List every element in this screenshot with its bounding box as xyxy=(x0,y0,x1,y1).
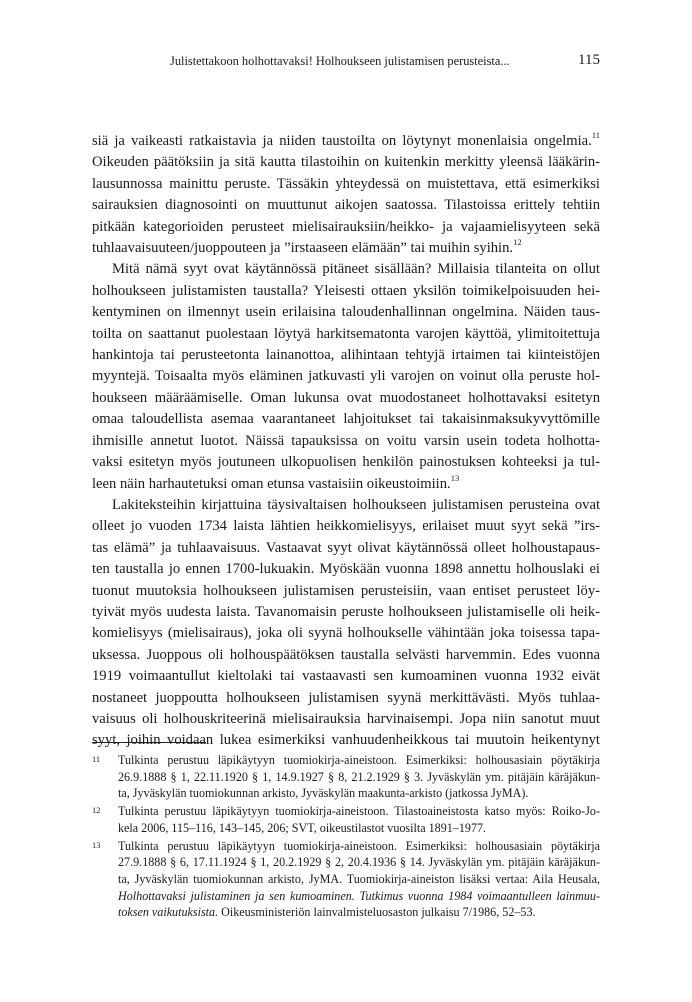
text-line: Mitä nämä syyt ovat käytännössä pitäneet sisällään? Millaisia tilanteita on ollut xyxy=(112,261,600,278)
footnote-line: Holhottavaksi julistaminen ja sen kumoaminen. Tutkimus vuonna 1984 voimaantulleen lainmuu- xyxy=(118,888,600,903)
text-line: houkseen määräämiselle. Oman lukunsa ovat muodostaneet holhottavaksi esitetyn xyxy=(92,389,600,406)
text-line: 1919 voimaantullut kieltolaki tai vastaavasti sen kumoaminen vuonna 1932 eivät xyxy=(92,668,600,685)
text-line: nostaneet juoppoutta holhoukseen julistamisen syynä merkittävästi. Myös tuhlaa- xyxy=(92,689,600,706)
footnote-number: 11 xyxy=(92,754,101,764)
text-line: komielisyys (mielisairaus), joka oli syynä holhoukselle vähintään joka toisessa tapa- xyxy=(92,625,600,642)
footnote-line xyxy=(118,904,600,921)
footnote-divider xyxy=(92,742,206,743)
text-line: omaa taloudellista asemaa vaarantaneet lahjoitukset tai takaisinmaksukyvyttömille xyxy=(92,411,600,428)
running-title: Julistettakoon holhottavaksi! Holhoukseen julistamisen perusteista... xyxy=(170,54,510,68)
cited-title: toksen vaikutuksista. xyxy=(118,905,219,920)
page-number: 115 xyxy=(578,52,600,68)
citation-tail: Oikeusministeriön lainvalmisteluosaston julkaisu 7/1986, 52–53. xyxy=(218,905,536,920)
footnote-line: 26.9.1888 § 1, 22.11.1920 § 1, 14.9.1927 § 8, 21.2.1929 § 3. Jyväskylän ym. pitäjäin käräjäkun- xyxy=(118,769,600,784)
footnote-line: Tulkinta perustuu läpikäytyyn tuomiokirja-aineistoon. Esimerkiksi: holhousasiain pöytäkirja xyxy=(118,838,600,853)
text-line: toilta on saattanut puolestaan löytyä harkitsematonta varojen käyttöä, ylimitoitettuja xyxy=(92,325,600,342)
text-line: holhoukseen julistamisten taustalla? Yleisesti ottaen yksilön toimikelpoisuuden hei- xyxy=(92,282,600,299)
text-line: vaisuus oli holhouskriteerinä mielisairauksia harvinaisempi. Jopa niin sanotut muut xyxy=(92,710,600,727)
body-text xyxy=(92,131,600,752)
text-line: ten taustalla jo ennen 1700-lukuakin. Myöskään vuonna 1898 annettu holhouslaki ei xyxy=(92,561,600,578)
footnote-line: Tulkinta perustuu läpikäytyyn tuomiokirja-aineistoon. Tilastoaineistosta katso myös: Roiko-Jo- xyxy=(118,804,600,819)
text-line: vaksi esitetyn myös joutuneen ulkopuolisen henkilön painostuksen kohteeksi ja tul- xyxy=(92,454,600,471)
footnote-ref[interactable]: 13 xyxy=(450,472,460,483)
text-line: tyivät myös uudesta laista. Tavanomaisin peruste holhoukseen julistamiselle oli heik- xyxy=(92,603,600,620)
footnote-ref[interactable]: 12 xyxy=(513,237,522,248)
footnote-line: ta, Jyväskylän tuomiokunnan arkisto, JyMA. Tuomiokirja-aineiston lisäksi vertaa: Aila Heusala, xyxy=(118,871,600,886)
text-line: myyntejä. Toisaalta myös eläminen jatkuvasti yli varojen on voinut olla peruste hol- xyxy=(92,368,600,385)
footnote-line: kela 2006, 115–116, 143–145, 206; SVT, oikeustilastot vuosilta 1891–1977. xyxy=(118,820,487,835)
text-line: ihmisille annetut luotot. Näissä tapauksissa on voitu varsin usein todeta holhotta- xyxy=(92,432,600,449)
text-line: hankintoja tai perusteetonta lainanottoa, alihintaan tehtyjä irtaimen tai kiinteistöjen xyxy=(92,347,600,364)
footnote-ref[interactable]: 11 xyxy=(591,130,600,141)
text-line: tuonut muutoksia holhoukseen julistamisen perusteisiin, vaan entiset perusteet löy- xyxy=(92,582,600,599)
text-line: siä ja vaikeasti ratkaistavia ja niiden taustoilta on löytynyt monenlaisia ongelmia.$^{11}$ xyxy=(92,130,600,149)
text-line: syyt, joihin voidaan lukea esimerkiksi vanhuudenheikkous tai muutoin heikentynyt xyxy=(92,732,600,749)
footnote-line: ta, Jyväskylän tuomiokunnan arkisto, Jyväskylän maakunta-arkisto (jatkossa JyMA). xyxy=(118,786,529,801)
text-line: leen näin harhautetuksi oman etunsa vastaisiin oikeustoimiin.$^{13}$ xyxy=(92,472,460,492)
footnote-12 xyxy=(92,803,600,836)
text-line: Oikeuden päätöksiin ja sitä kautta tilastoihin on kuitenkin merkitty yleensä lääkärin- xyxy=(92,154,600,171)
footnote-number: 12 xyxy=(92,805,101,816)
footnote-11 xyxy=(92,752,600,802)
footnotes xyxy=(92,752,600,922)
text-line: tuhlaavaisuuteen/juoppouteen ja ”irstaaseen elämään” tai muihin syihin.$^{12}$ xyxy=(92,237,522,257)
text-line: tas elämä” ja tuhlaavaisuus. Vastaavat syyt olivat käytännössä olleet holhoustapaus- xyxy=(92,539,600,556)
footnote-13 xyxy=(92,838,600,922)
footnote-line: Tulkinta perustuu läpikäytyyn tuomiokirja-aineistoon. Esimerkiksi: holhousasiain pöytäkirja xyxy=(118,753,600,767)
footnote-number: 13 xyxy=(92,839,101,850)
text-line: kentyminen on ilmennyt usein erilaisina taloudenhallinnan ongelmina. Näiden taus- xyxy=(92,304,600,321)
footnote-line: 27.9.1888 § 6, 17.11.1924 § 1, 20.2.1929 § 2, 20.4.1936 § 14. Jyväskylän ym. pitäjäin käräjäkun- xyxy=(118,855,600,870)
running-head xyxy=(170,54,600,72)
text-line: olleet jo vuoden 1734 laista lähtien heikkomielisyys, erilaiset muut syyt sekä ”irs- xyxy=(92,518,600,535)
text-line: uksessa. Juoppous oli holhouspäätöksen taustalla selvästi harvemmin. Edes vuonna xyxy=(92,646,600,663)
text-line: Lakiteksteihin kirjattuina täysivaltaisen holhoukseen julistamisen perusteina ovat xyxy=(112,496,600,513)
text-line: sairauksien diagnosointi on muuttunut aikojen saatossa. Tilastoissa erittely tehtiin xyxy=(92,197,600,214)
text-line: pitkään kategorioiden perusteet mielisairauksiin/heikko- ja vajaamielisyyteen sekä xyxy=(92,218,600,235)
text-line: lausunnossa mainittu peruste. Tässäkin yhteydessä on muistettava, että esimerkiksi xyxy=(92,175,600,192)
